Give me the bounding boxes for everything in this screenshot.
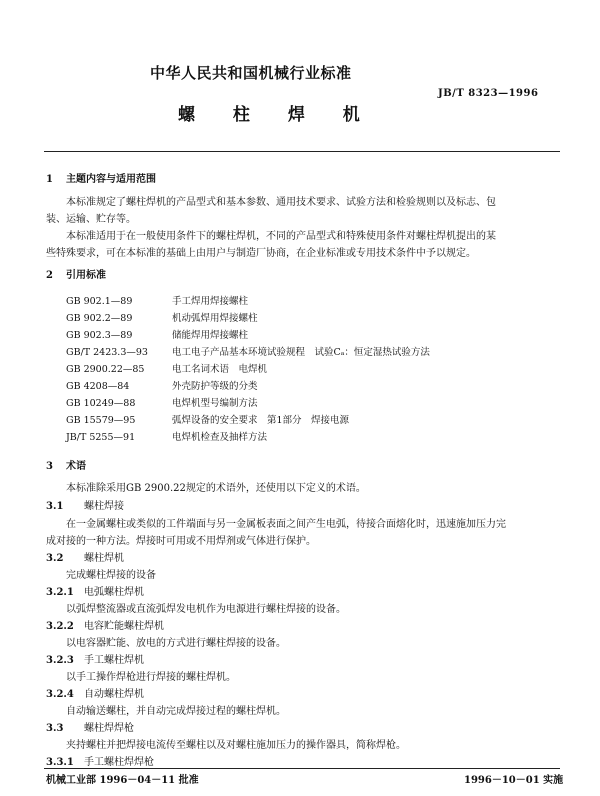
section-2-heading: 2 引用标准: [46, 270, 106, 281]
term-3-2-1-def: 以弧焊整流器或直流弧焊发电机作为电源进行螺柱焊接的设备。: [66, 604, 346, 615]
term-3-2-3-heading: 3.2.3 手工螺柱焊机: [46, 655, 144, 666]
term-3-2-heading: 3.2 螺柱焊机: [46, 553, 124, 564]
s1-para2-line1: 本标准适用于在一般使用条件下的螺柱焊机，不同的产品型式和特殊使用条件对螺柱焊机提出的某: [66, 231, 496, 242]
reference-item: JB/T 5255—91 电焊机检查及抽样方法: [66, 432, 268, 443]
term-3-3-heading: 3.3 螺柱焊焊枪: [46, 723, 134, 734]
term-3-1-heading: 3.1 螺柱焊接: [46, 501, 124, 512]
reference-item: GB 2900.22—85 电工名词术语 电焊机: [66, 364, 268, 375]
term-3-1-def-line2: 成对接的一种方法。焊接时可用或不用焊剂或气体进行保护。: [46, 536, 316, 547]
term-3-3-def: 夹持螺柱并把焊接电流传至螺柱以及对螺柱施加压力的操作器具，简称焊枪。: [66, 740, 406, 751]
document-title: 螺 柱 焊 机: [178, 105, 376, 125]
reference-item: GB 10249—88 电焊机型号编制方法: [66, 398, 258, 409]
standard-number: JB/T 8323—1996: [438, 88, 539, 99]
term-3-2-4-heading: 3.2.4 自动螺柱焊机: [46, 689, 144, 700]
term-3-2-3-def: 以手工操作焊枪进行焊接的螺柱焊机。: [66, 672, 236, 683]
term-3-3-1-heading: 3.3.1 手工螺柱焊焊枪: [46, 757, 154, 768]
org-title: 中华人民共和国机械行业标准: [150, 64, 352, 82]
reference-item: GB 4208—84 外壳防护等级的分类: [66, 381, 258, 392]
reference-item: GB/T 2423.3—93 电工电子产品基本环境试验规程 试验Cₐ：恒定湿热试验方法: [66, 347, 430, 358]
s1-para2-line2: 些特殊要求，可在本标准的基础上由用户与制造厂协商，在企业标准或专用技术条件中予以规定。: [46, 248, 476, 259]
reference-item: GB 902.2—89 机动弧焊用焊接螺柱: [66, 313, 258, 324]
s1-para1-line1: 本标准规定了螺柱焊机的产品型式和基本参数、通用技术要求、试验方法和检验规则以及标志、包: [66, 197, 496, 208]
section-3-heading: 3 术语: [46, 461, 86, 472]
reference-item: GB 902.3—89 储能焊用焊接螺柱: [66, 330, 249, 341]
section-1-heading: 1 主题内容与适用范围: [46, 174, 156, 185]
term-3-2-1-heading: 3.2.1 电弧螺柱焊机: [46, 587, 144, 598]
s1-para1-line2: 装、运输、贮存等。: [46, 214, 136, 225]
term-3-2-def: 完成螺柱焊接的设备: [66, 570, 156, 581]
s3-intro: 本标准除采用GB 2900.22规定的术语外，还使用以下定义的术语。: [66, 483, 366, 494]
term-3-1-def-line1: 在一金属螺柱或类似的工件端面与另一金属板表面之间产生电弧，待接合面熔化时，迅速施加压力完: [66, 519, 506, 530]
term-3-2-2-heading: 3.2.2 电容贮能螺柱焊机: [46, 621, 164, 632]
effective-date: 1996－10－01 实施: [464, 775, 564, 786]
approval-date: 机械工业部 1996－04－11 批准: [46, 775, 199, 786]
reference-item: GB 902.1—89 手工焊用焊接螺柱: [66, 296, 249, 307]
term-3-2-4-def: 自动输送螺柱，并自动完成焊接过程的螺柱焊机。: [66, 706, 286, 717]
footer-rule: [44, 768, 560, 769]
reference-item: GB 15579—95 弧焊设备的安全要求 第1部分 焊接电源: [66, 415, 350, 426]
header-rule: [44, 151, 560, 152]
term-3-2-2-def: 以电容器贮能、放电的方式进行螺柱焊接的设备。: [66, 638, 286, 649]
